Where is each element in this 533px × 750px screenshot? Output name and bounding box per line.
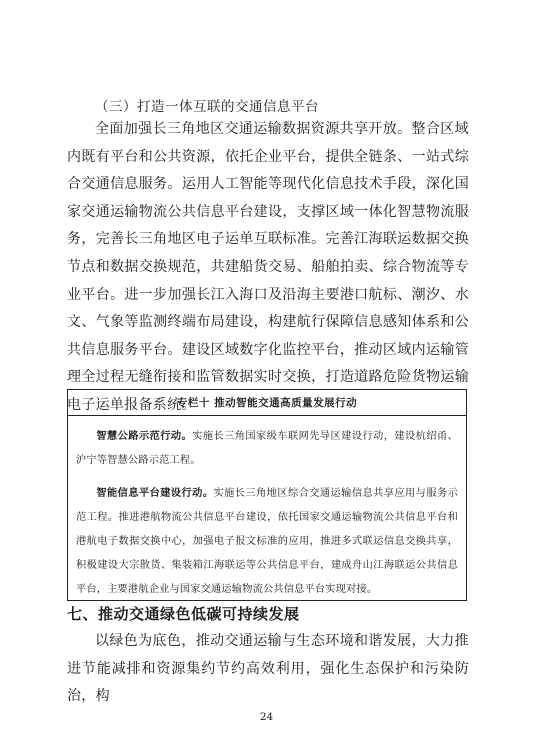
feature-box-item-lead: 智慧公路示范行动。 [96,430,193,442]
feature-box-item [76,481,458,602]
feature-box-item-text: 实施长三角国家级车联网先导区建设行动，建设杭绍甬、沪宁等智慧公路示范工程。 [76,431,458,466]
feature-box-item-lead: 智能信息平台建设行动。 [96,487,214,499]
chapter-heading: 七、推动交通绿色低碳可持续发展 [67,605,300,623]
feature-box-item-text: 实施长三角地区综合交通运输信息共享应用与服务示范工程。推进港航物流公共信息平台建设，依托国家交通运输物流公共信息平台和港航电子数据交换中心，加强电子报文标准的应用，推进多式联运信息交换共享，积极建设大宗散货、集装箱江海联运等公共信息平台，建成舟山江海联运公共信息平台，主要港航企业与国家交通运输物流公共信息平台实现对接。 [76,488,458,595]
feature-box-header [68,390,466,416]
feature-box [67,389,467,601]
body-paragraph-2: 以绿色为底色，推动交通运输与生态环境和谐发展，大力推进节能减排和资源集约节约高效利用，强化生态保护和污染防治，构 [67,633,469,705]
page-number: 24 [259,711,274,723]
section-heading: （三）打造一体互联的交通信息平台 [95,99,319,115]
feature-box-title: 专栏十 推动智能交通高质量发展行动 [176,397,358,409]
body-paragraph-1: 全面加强长三角地区交通运输数据资源共享开放。整合区域内既有平台和公共资源，依托企业平台，提供全链条、一站式综合交通信息服务。运用人工智能等现代化信息技术手段，深化国家交通运输物流公共信息平台建设，支撑区域一体化智慧物流服务，完善长三角地区电子运单互联标准。完善江海联运数据交换节点和数据交换规范，共建船货交易、船舶拍卖、综合物流等专业平台。进一步加强长江入海口及沿海主要港口航标、潮汐、水文、气象等监测终端布局建设，构建航行保障信息感知体系和公共信息服务平台。建设区域数字化监控平台，推动区域内运输管理全过程无缝衔接和监管数据实时交换，打造道路危险货物运输电子运单报备系统。 [67,121,469,413]
feature-box-body [68,416,466,602]
feature-box-item [76,424,458,473]
